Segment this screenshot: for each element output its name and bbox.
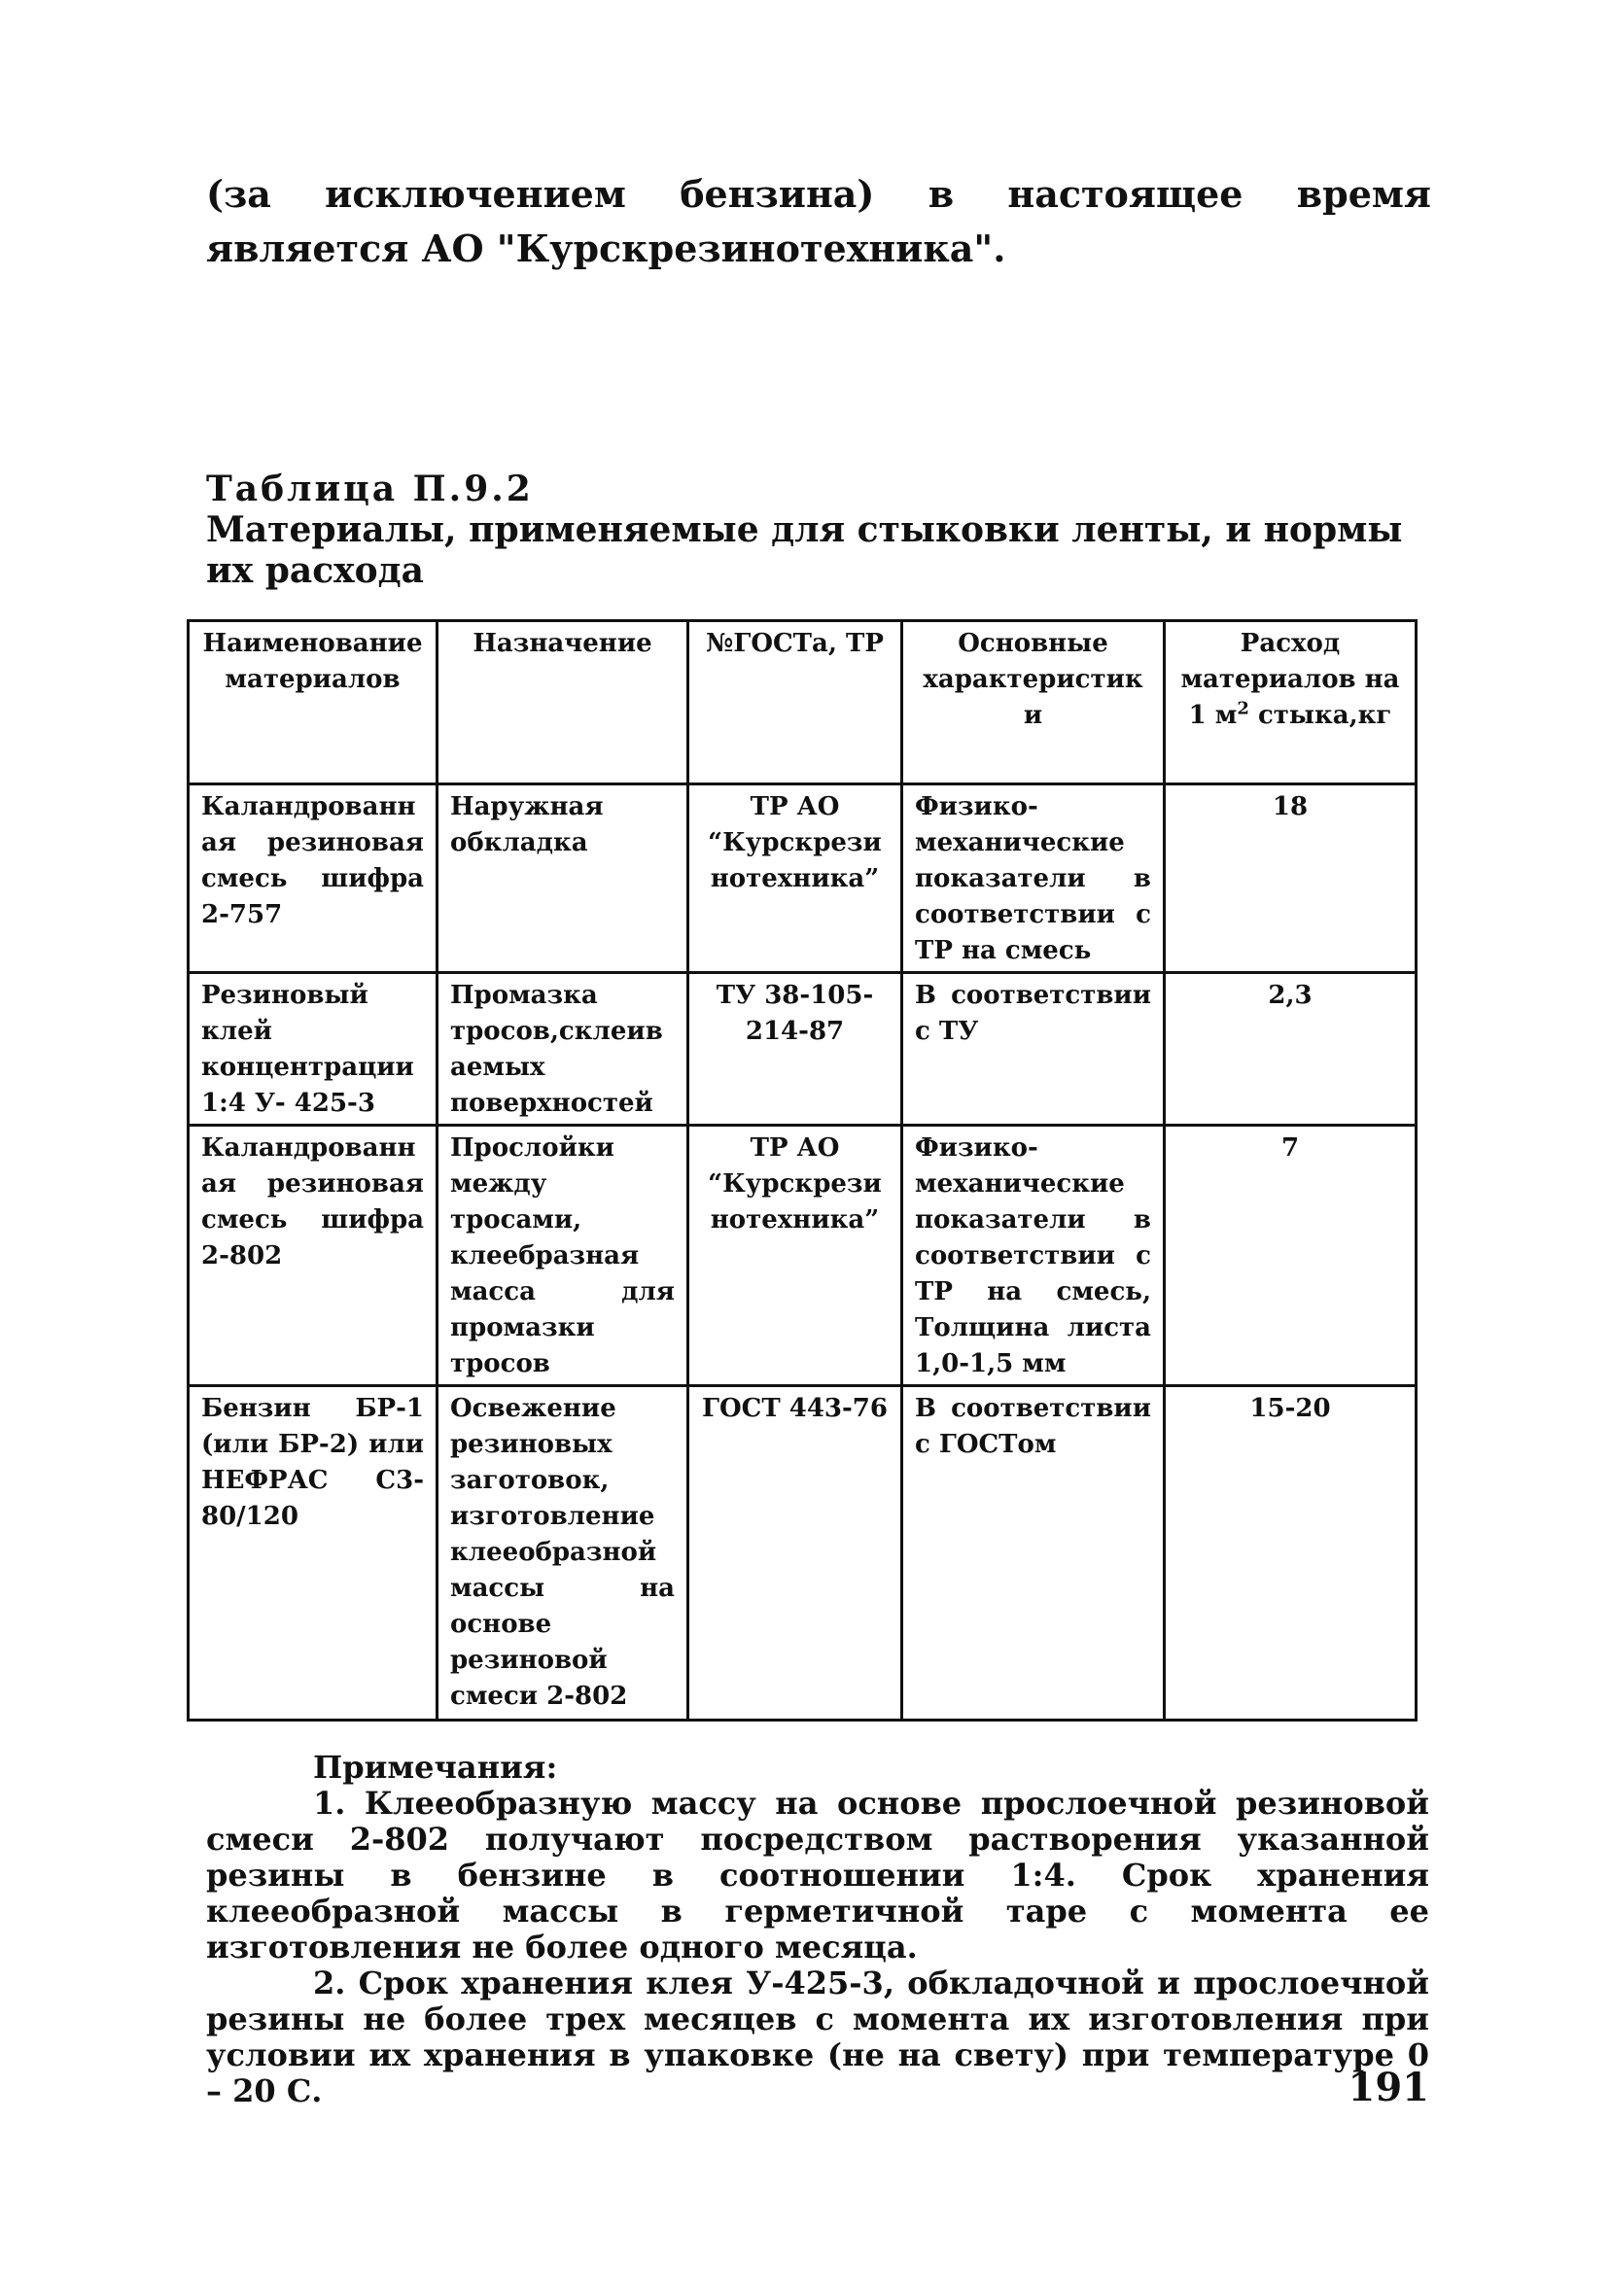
cell-characteristics: В соответствии с ТУ [902, 973, 1165, 1126]
notes-section [206, 1750, 1429, 2109]
table-caption [206, 469, 1431, 591]
materials-table [187, 619, 1418, 1722]
table-row [189, 973, 1417, 1126]
cell-characteristics: Физико-механические показатели в соответствии с ТР на смесь, Толщина листа 1,0-1,5 мм [902, 1126, 1165, 1386]
cell-characteristics: В соответствии с ГОСТом [902, 1386, 1165, 1721]
cell-name: Каландрованная резиновая смесь шифра 2-757 [189, 784, 438, 973]
cell-purpose: Промазка тросов,склеиваемых поверхностей [438, 973, 688, 1126]
table-row [189, 1126, 1417, 1386]
table-row [189, 784, 1417, 973]
header-consumption-sup: 2 [1237, 698, 1249, 719]
cell-consumption: 15-20 [1165, 1386, 1417, 1721]
cell-consumption: 2,3 [1165, 973, 1417, 1126]
header-gost: №ГОСТа, ТР [688, 621, 902, 784]
page-number: 191 [1348, 2065, 1429, 2110]
cell-purpose: Наружная обкладка [438, 784, 688, 973]
header-purpose: Назначение [438, 621, 688, 784]
cell-characteristics: Физико-механические показатели в соответствии с ТР на смесь [902, 784, 1165, 973]
table-number: Таблица П.9.2 [206, 469, 534, 509]
cell-gost: ГОСТ 443-76 [688, 1386, 902, 1721]
intro-paragraph: (за исключением бензина) в настоящее время является АО "Курскрезинотехника". [206, 172, 1431, 270]
header-consumption-suffix: стыка,кг [1248, 701, 1392, 730]
notes-title: Примечания: [313, 1749, 558, 1786]
cell-name: Бензин БР-1 (или БР-2) или НЕФРАС С3-80/120 [189, 1386, 438, 1721]
table-header-row [189, 621, 1417, 784]
cell-consumption: 7 [1165, 1126, 1417, 1386]
note-item: 1. Клееобразную массу на основе прослоечной резиновой смеси 2-802 получают посредством растворения указанной резины в бензине в соотношении 1:4. Срок хранения клееобразной массы в герметичной таре с момента ее изготовления не более одного месяца. [206, 1785, 1429, 1966]
header-consumption [1165, 621, 1417, 784]
header-characteristics: Основные характеристики [902, 621, 1165, 784]
table-title: Материалы, применяемые для стыковки ленты, и нормы их расхода [206, 509, 1403, 591]
cell-gost: ТР АО “Курскрезинотехника” [688, 784, 902, 973]
header-name: Наименование материалов [189, 621, 438, 784]
cell-gost: ТР АО “Курскрезинотехника” [688, 1126, 902, 1386]
table-row [189, 1386, 1417, 1721]
cell-gost: ТУ 38-105-214-87 [688, 973, 902, 1126]
cell-purpose: Освежение резиновых заготовок, изготовление клееобразной массы на основе резиновой смеси 2-802 [438, 1386, 688, 1721]
cell-consumption: 18 [1165, 784, 1417, 973]
cell-name: Каландрованная резиновая смесь шифра 2-802 [189, 1126, 438, 1386]
cell-name: Резиновый клей концентрации 1:4 У- 425-3 [189, 973, 438, 1126]
header-consumption-prefix: Расход материалов на 1 м [1180, 629, 1400, 730]
cell-purpose: Прослойки между тросами, клеебразная масса для промазки тросов [438, 1126, 688, 1386]
note-item: 2. Срок хранения клея У-425-3, обкладочной и прослоечной резины не более трех месяцев с момента их изготовления при условии их хранения в упаковке (не на свету) при температуре 0 – 20 С. [206, 1965, 1429, 2109]
